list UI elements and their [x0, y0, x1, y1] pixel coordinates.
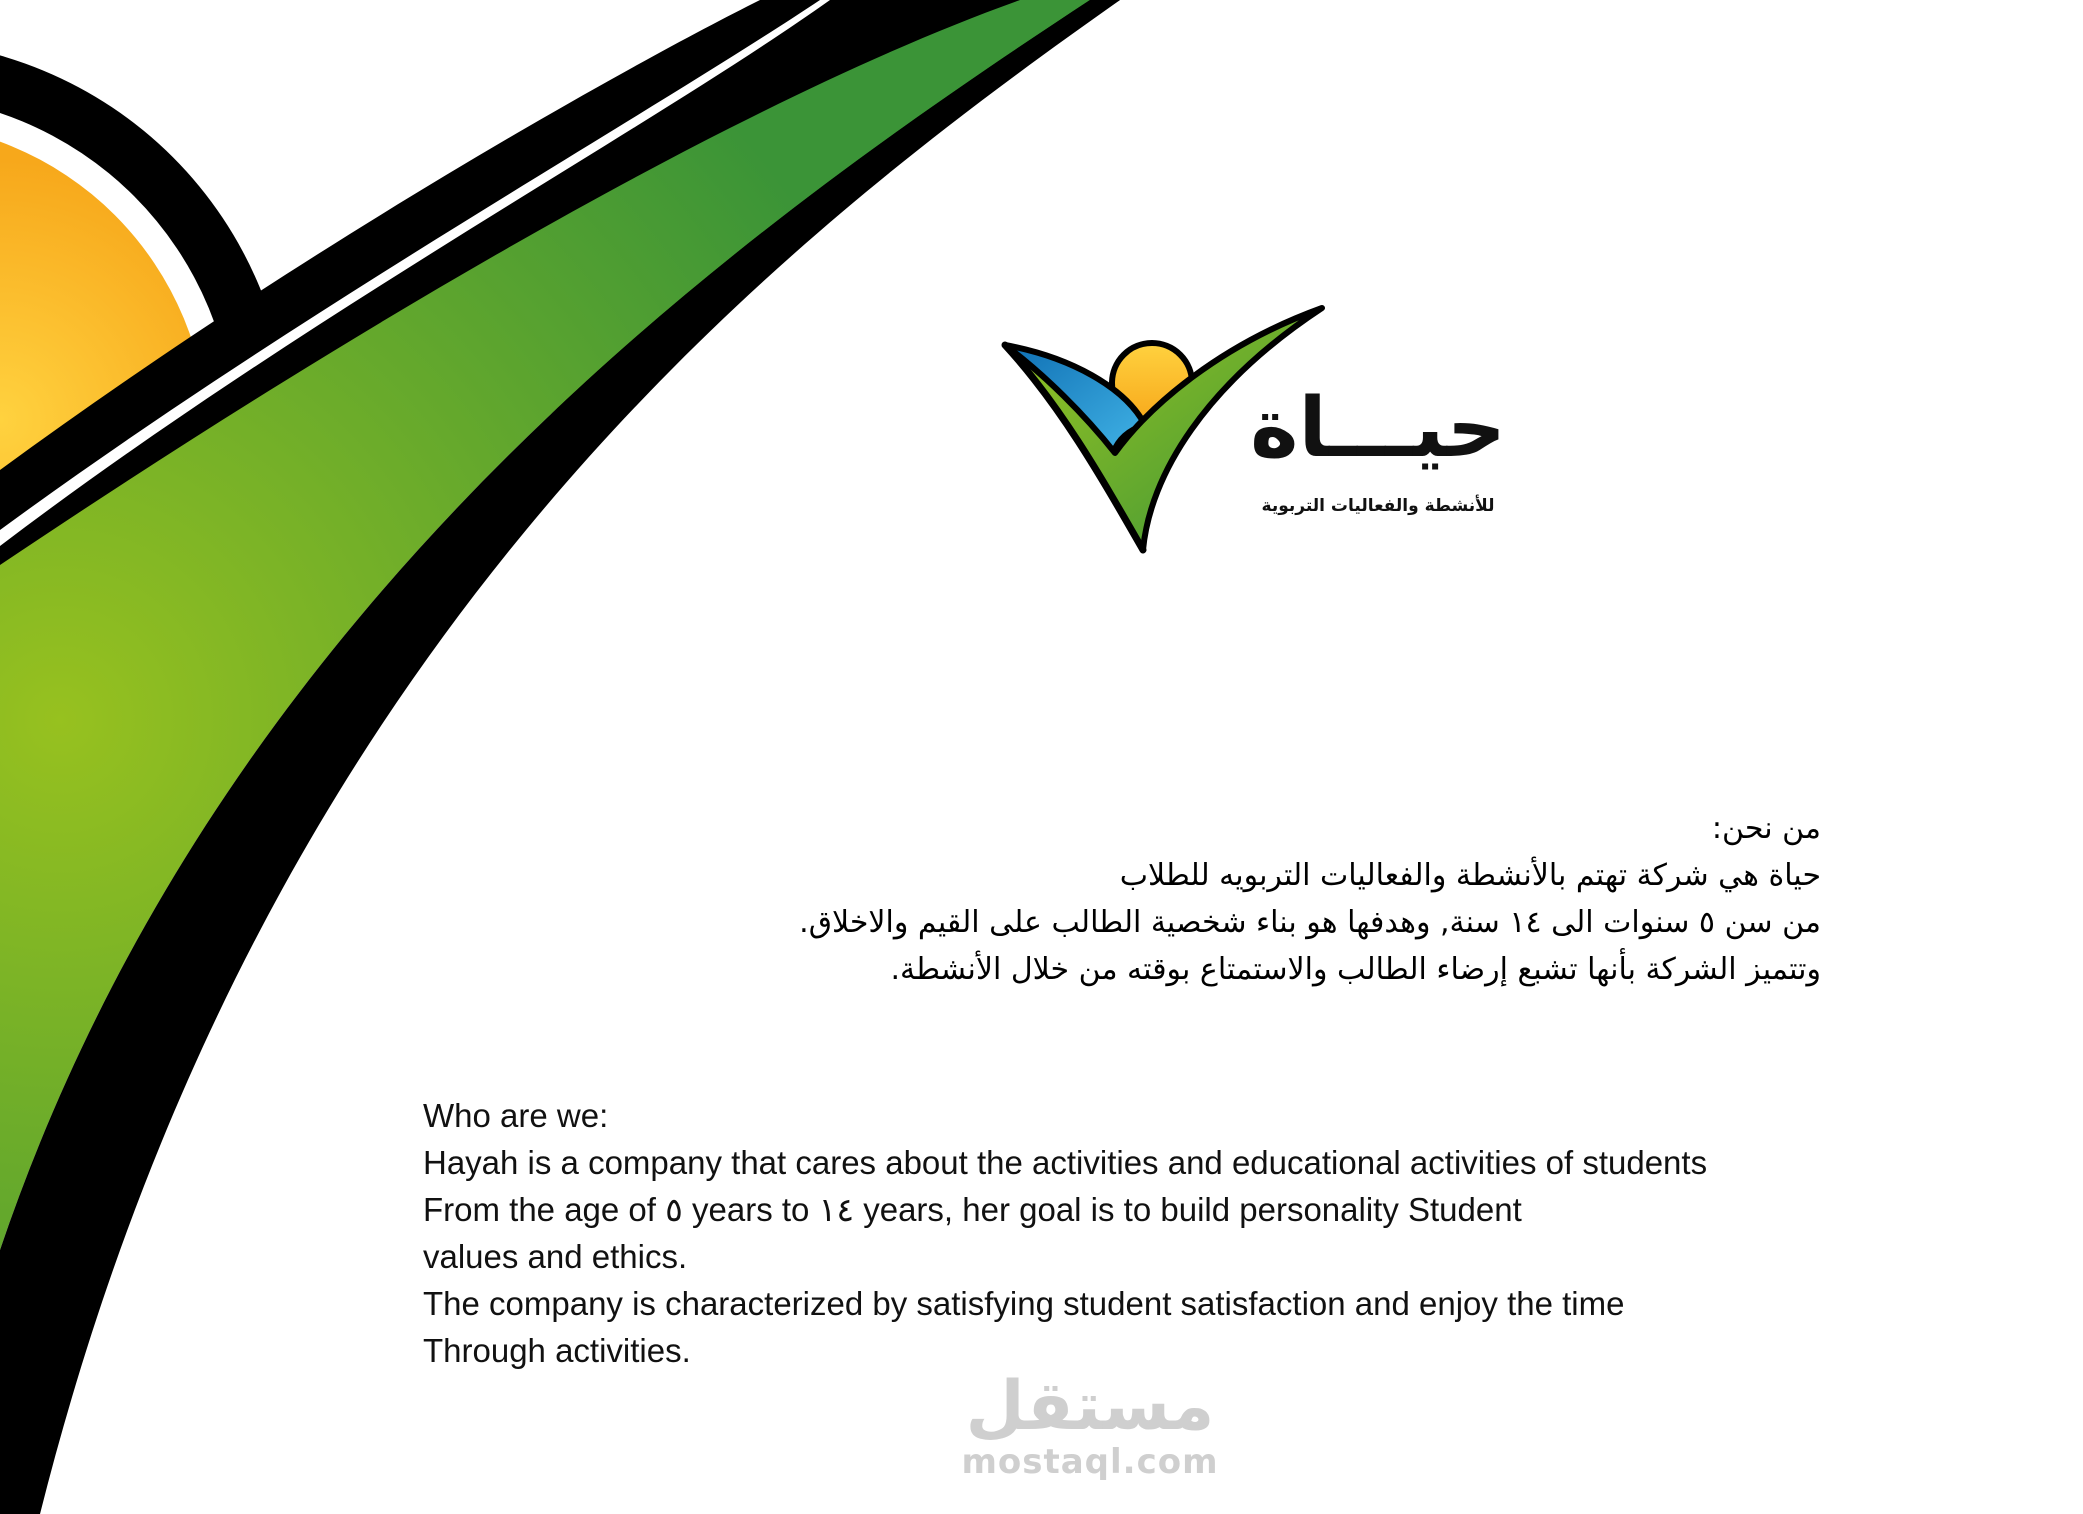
english-line: values and ethics.: [423, 1238, 688, 1275]
hayah-logo: [998, 300, 1518, 560]
arabic-heading: من نحن:: [1711, 811, 1821, 846]
english-heading: Who are we:: [423, 1097, 609, 1134]
english-line: Hayah is a company that cares about the activities and educational activities of students: [423, 1144, 1708, 1181]
about-arabic: [521, 805, 1821, 993]
arabic-line: حياة هي شركة تهتم بالأنشطة والفعاليات التربويه للطلاب: [1119, 858, 1821, 893]
english-line: From the age of ٥ years to ١٤ years, her goal is to build personality Student: [423, 1191, 1522, 1228]
watermark-arabic: مستقل: [965, 1367, 1215, 1446]
logo-name: حيـــاة: [1250, 381, 1506, 476]
arabic-line: وتتميز الشركة بأنها تشبع إرضاء الطالب والاستمتاع بوقته من خلال الأنشطة.: [890, 952, 1821, 987]
mostaql-watermark: [880, 1367, 1300, 1482]
english-line: Through activities.: [423, 1332, 691, 1369]
about-english: [423, 1092, 1823, 1374]
english-line: The company is characterized by satisfying student satisfaction and enjoy the time: [423, 1285, 1625, 1322]
logo-tagline: للأنشطة والفعاليات التربوية: [1261, 496, 1495, 516]
watermark-latin: mostaql.com: [961, 1442, 1219, 1482]
arabic-line: من سن ٥ سنوات الى ١٤ سنة, وهدفها هو بناء شخصية الطالب على القيم والاخلاق.: [799, 905, 1821, 940]
